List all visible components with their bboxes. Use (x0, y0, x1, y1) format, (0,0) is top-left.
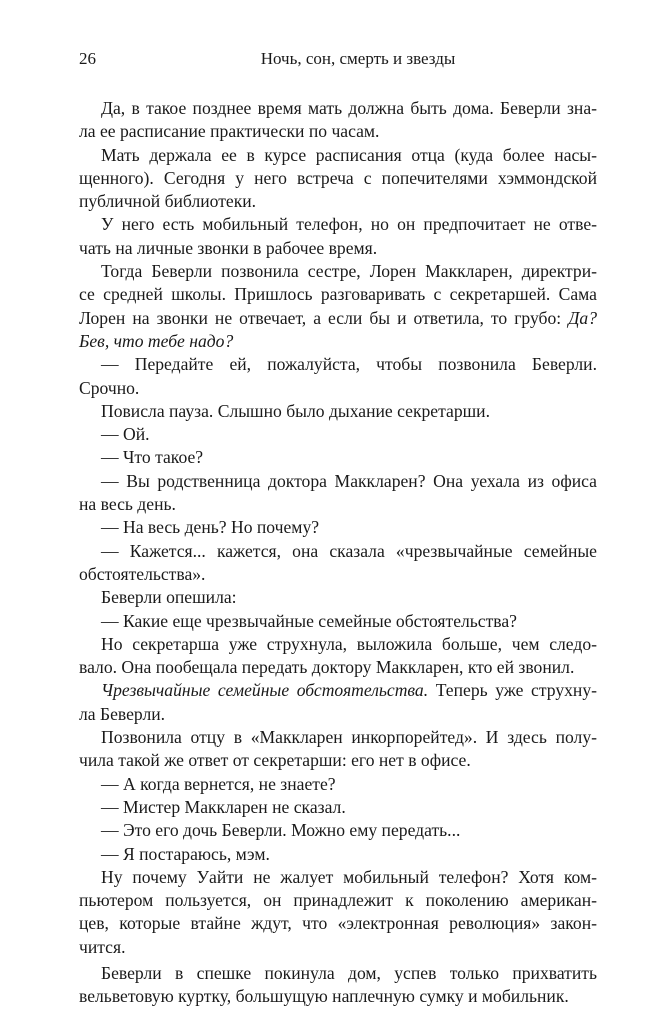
text-line: вельветовую куртку, большущую наплечную сумку и мобильник. (79, 986, 569, 1007)
text-line: ла Беверли. (79, 703, 166, 724)
text-line: — На весь день? Но почему? (101, 517, 320, 538)
text-line: цев, которые втайне ждут, что «электронная революция» закон- (79, 913, 597, 934)
text-fragment: Лорен на звонки не отвечает, а если бы и ответила, то грубо: (79, 307, 562, 328)
text-line: чать на личные звонки в рабочее время. (79, 237, 378, 258)
text-line: щенного). Сегодня у него встреча с попечителями хэммондской (79, 167, 597, 188)
italic-fragment: Чрезвычайные семейные обстоятельства. (101, 680, 429, 701)
text-line: Повисла пауза. Слышно было дыхание секретарши. (101, 400, 490, 421)
text-line: чится. (79, 936, 126, 957)
text-line: У него есть мобильный телефон, но он предпочитает не отве- (101, 214, 597, 235)
text-line: Бев, что тебе надо? (79, 330, 234, 351)
text-fragment: Теперь уже струхну- (435, 680, 597, 701)
text-line: Но секретарша уже струхнула, выложила больше, чем следо- (101, 633, 597, 654)
text-line: — Вы родственница доктора Маккларен? Она уехала из офиса (101, 470, 597, 491)
text-line (79, 307, 597, 330)
body-text (79, 97, 597, 1009)
page-number: 26 (79, 49, 96, 68)
text-line: — Что такое? (101, 447, 204, 468)
text-line: на весь день. (79, 494, 176, 515)
text-line: Беверли опешила: (101, 587, 237, 608)
text-line (79, 679, 597, 702)
text-line: Мать держала ее в курсе расписания отца (куда более насы- (101, 144, 597, 165)
text-line: — Это его дочь Беверли. Можно ему передать... (101, 820, 461, 841)
text-line: ла ее расписание практически по часам. (79, 121, 380, 142)
text-line: вало. Она пообещала передать доктору Маккларен, кто ей звонил. (79, 657, 575, 678)
text-line: Беверли в спешке покинула дом, успев только прихватить (101, 962, 597, 983)
text-line: — А когда вернется, не знаете? (101, 773, 336, 794)
text-line: Тогда Беверли позвонила сестре, Лорен Маккларен, директри- (101, 261, 597, 282)
text-line: Позвонила отцу в «Маккларен инкорпорейтед». И здесь полу- (101, 727, 597, 748)
text-line: Срочно. (79, 377, 140, 398)
text-line: — Кажется... кажется, она сказала «чрезвычайные семейные (101, 540, 597, 561)
page-header (79, 46, 597, 72)
text-line: — Какие еще чрезвычайные семейные обстоятельства? (101, 610, 517, 631)
text-line: — Передайте ей, пожалуйста, чтобы позвонила Беверли. (101, 354, 597, 375)
text-line: Да, в такое позднее время мать должна быть дома. Беверли зна- (101, 98, 597, 118)
text-line: пьютером пользуется, он принадлежит к поколению американ- (79, 890, 597, 911)
text-line: чила такой же ответ от секретарши: его нет в офисе. (79, 750, 471, 771)
text-line: се средней школы. Пришлось разговаривать с секретаршей. Сама (79, 284, 597, 305)
text-line: публичной библиотеки. (79, 191, 257, 212)
text-line: — Ой. (101, 424, 150, 445)
text-line: — Мистер Маккларен не сказал. (101, 796, 346, 817)
text-line: Ну почему Уайти не жалует мобильный телефон? Хотя ком- (101, 866, 597, 887)
text-line: — Я постараюсь, мэм. (101, 843, 270, 864)
italic-fragment: Да? (568, 307, 598, 328)
running-title: Ночь, сон, смерть и звезды (260, 49, 456, 68)
text-line: обстоятельства». (79, 563, 206, 584)
